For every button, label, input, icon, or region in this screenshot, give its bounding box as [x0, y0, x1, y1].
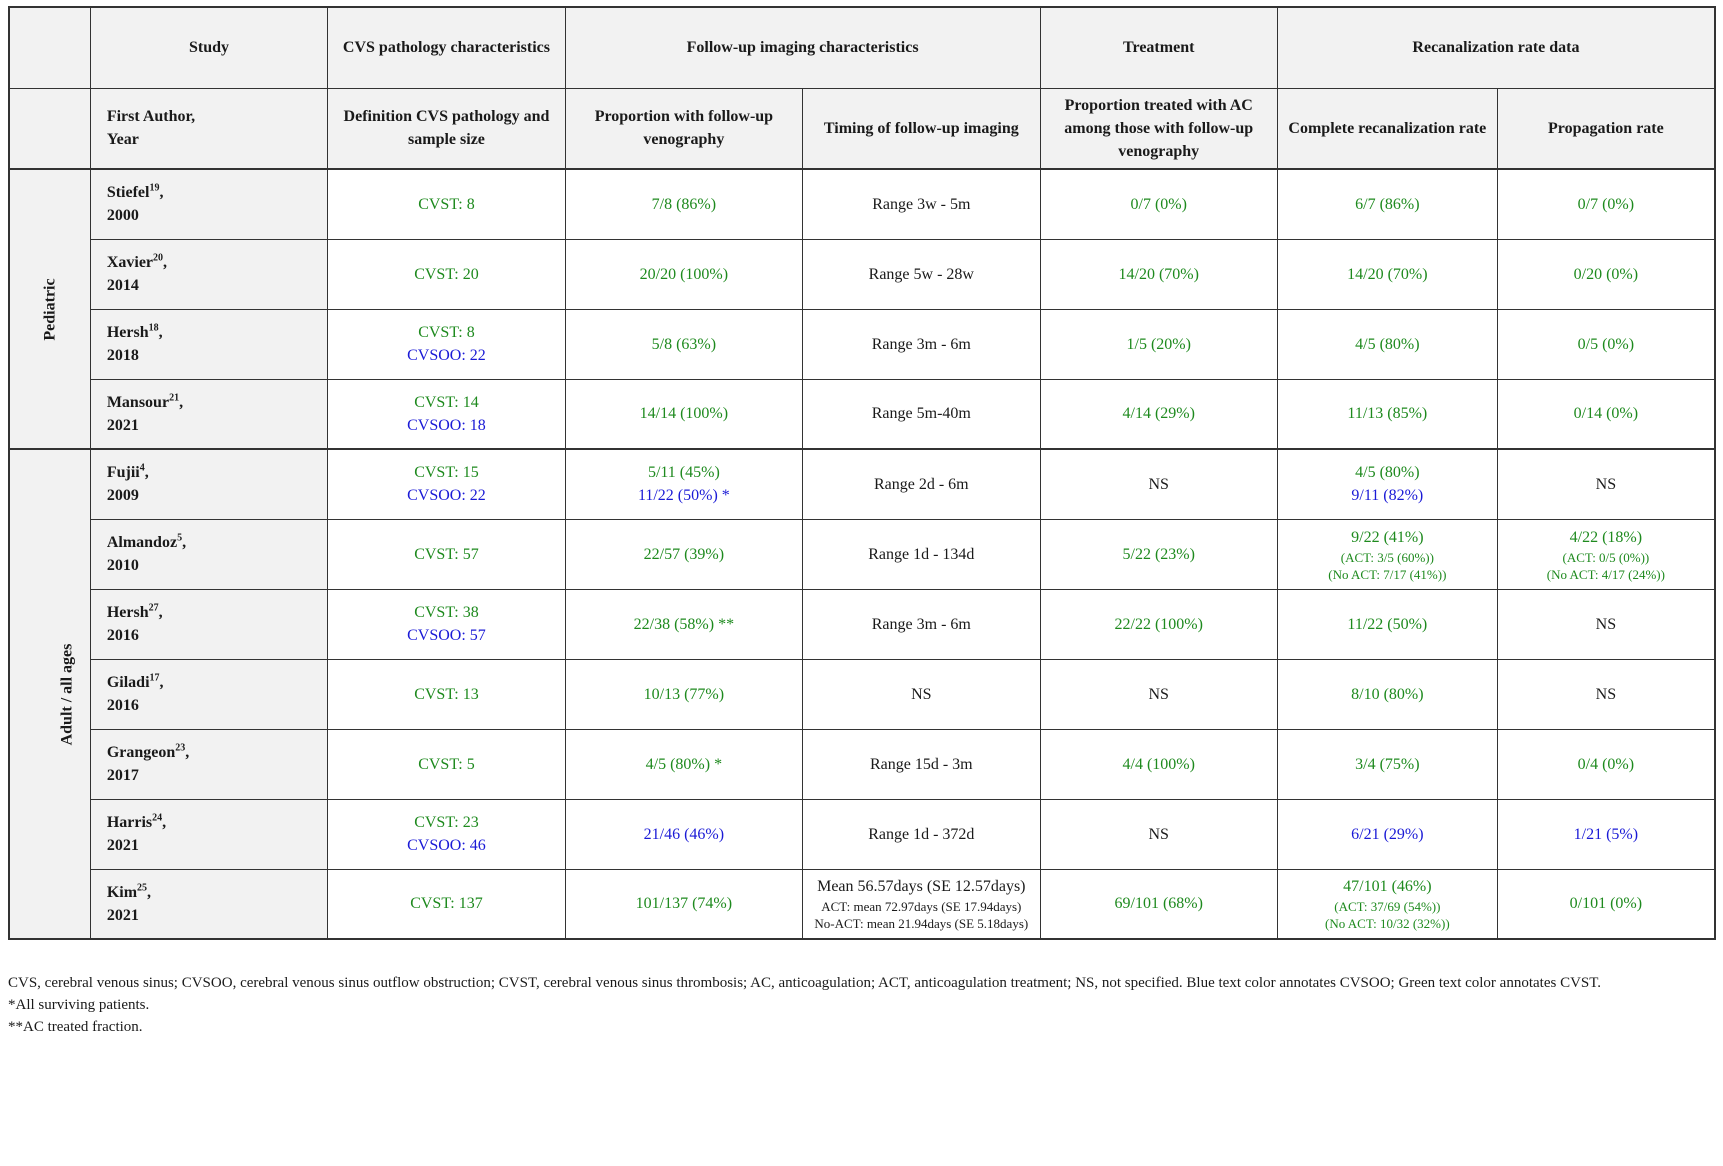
- table-body: [9, 169, 1715, 939]
- cell-timing: [803, 729, 1040, 799]
- table-row: [9, 729, 1715, 799]
- cell-recanalization: [1277, 449, 1497, 519]
- author-name: Kim: [106, 883, 138, 901]
- author-ref: 18: [148, 322, 159, 334]
- author-ref: 21: [169, 392, 180, 404]
- author-ref: 5: [177, 532, 183, 544]
- timing-value: Range 3w - 5m: [872, 195, 971, 213]
- header-complete-recan: Complete recanalization rate: [1277, 88, 1497, 169]
- header-propagation: Propagation rate: [1497, 88, 1715, 169]
- author-name: Giladi: [106, 674, 150, 691]
- cvst-count: CVST: 8: [418, 195, 475, 213]
- table-row: [9, 519, 1715, 589]
- header-proportion-followup: Proportion with follow-up venography: [565, 88, 802, 169]
- cell-followup-proportion: [565, 869, 802, 939]
- recan-value: 11/13 (85%): [1347, 405, 1428, 423]
- cell-author: Giladi$^{17}$, 2016: [90, 659, 327, 729]
- treated-value: 4/14 (29%): [1122, 405, 1195, 423]
- header-definition: Definition CVS pathology and sample size: [328, 88, 565, 169]
- cell-author: Hersh$^{27}$, 2016: [90, 589, 327, 659]
- treated-value: 1/5 (20%): [1126, 335, 1191, 353]
- cell-followup-proportion: [565, 589, 802, 659]
- cell-definition: [328, 239, 565, 309]
- author-year: 2009: [106, 487, 139, 505]
- corner-cell-2: [9, 88, 90, 169]
- propagation-value-3: (No ACT: 4/17 (24%)): [1546, 566, 1665, 582]
- cvsoo-count: CVSOO: 18: [407, 416, 486, 434]
- followup-value: 20/20 (100%): [639, 265, 729, 283]
- propagation-value-2: (ACT: 0/5 (0%)): [1562, 549, 1650, 565]
- treated-value: 5/22 (23%): [1122, 545, 1195, 563]
- author-name: Hersh: [106, 324, 149, 341]
- timing-value: Range 15d - 3m: [869, 755, 973, 773]
- cell-timing: [803, 589, 1040, 659]
- author-ref: 17: [149, 672, 160, 684]
- cvst-count: CVST: 14: [414, 393, 479, 411]
- followup-value: 101/137 (74%): [635, 895, 733, 913]
- cell-treated: [1040, 169, 1277, 239]
- treated-value: 14/20 (70%): [1118, 265, 1199, 283]
- cvst-count: CVST: 23: [414, 814, 479, 831]
- cell-timing: [803, 799, 1040, 869]
- cell-propagation: [1497, 309, 1715, 379]
- cell-treated: [1040, 799, 1277, 869]
- cvst-count: CVST: 137: [410, 895, 483, 913]
- author-ref: 4: [139, 462, 145, 474]
- header-first-author-line1: First Author,: [106, 108, 196, 126]
- cell-definition: [328, 799, 565, 869]
- cell-definition: [328, 729, 565, 799]
- cell-propagation: [1497, 729, 1715, 799]
- author-year: 2021: [106, 416, 139, 434]
- followup-value: 22/57 (39%): [643, 545, 725, 563]
- table-row: [9, 589, 1715, 659]
- header-timing: Timing of follow-up imaging: [803, 88, 1040, 169]
- timing-value: Mean 56.57days (SE 12.57days): [817, 878, 1026, 896]
- recan-value-2: (ACT: 37/69 (54%)): [1334, 899, 1441, 915]
- group-label: Pediatric: [41, 277, 59, 341]
- cell-propagation: [1497, 659, 1715, 729]
- timing-value: Range 1d - 134d: [868, 545, 975, 563]
- study-table: [8, 6, 1716, 940]
- timing-value: Range 5m-40m: [871, 405, 971, 423]
- cvst-count: CVST: 8: [418, 324, 475, 341]
- cell-definition: [328, 519, 565, 589]
- cell-author: Harris$^{24}$, 2021: [90, 799, 327, 869]
- cell-author: Grangeon$^{23}$, 2017: [90, 729, 327, 799]
- table-row: [9, 869, 1715, 939]
- header-proportion-treated: Proportion treated with AC among those with follow-up venography: [1040, 88, 1277, 169]
- cvst-count: CVST: 20: [414, 265, 479, 283]
- recan-value: 9/22 (41%): [1351, 528, 1424, 546]
- cell-propagation: [1497, 589, 1715, 659]
- recan-value-2: (ACT: 3/5 (60%)): [1340, 549, 1434, 565]
- timing-value: Range 3m - 6m: [871, 615, 971, 633]
- cvst-count: CVST: 15: [414, 464, 479, 482]
- cell-treated: [1040, 309, 1277, 379]
- table-row: [9, 239, 1715, 309]
- cell-timing: [803, 659, 1040, 729]
- corner-cell: [9, 7, 90, 88]
- recan-value: 3/4 (75%): [1355, 755, 1420, 773]
- cell-timing: [803, 239, 1040, 309]
- cvst-count: CVST: 38: [414, 604, 479, 621]
- recan-value: 8/10 (80%): [1351, 685, 1424, 703]
- author-year: 2016: [106, 627, 139, 644]
- cell-followup-proportion: [565, 799, 802, 869]
- timing-value-2: ACT: mean 72.97days (SE 17.94days): [821, 899, 1022, 915]
- timing-value: Range 3m - 6m: [871, 335, 971, 353]
- author-ref: 19: [149, 182, 160, 194]
- cvsoo-count: CVSOO: 22: [407, 487, 486, 505]
- followup-value-2: 11/22 (50%) *: [637, 487, 730, 505]
- header-follow-up: Follow-up imaging characteristics: [565, 7, 1040, 88]
- propagation-value: 0/101 (0%): [1569, 895, 1643, 913]
- author-name: Grangeon: [106, 744, 176, 761]
- timing-value: Range 1d - 372d: [868, 825, 975, 843]
- recan-value-2: 9/11 (82%): [1351, 487, 1424, 505]
- table-notes: [8, 972, 1716, 1038]
- propagation-value: 0/7 (0%): [1577, 195, 1635, 213]
- cvst-count: CVST: 13: [414, 685, 479, 703]
- author-name: Stiefel: [106, 184, 150, 202]
- cell-propagation: [1497, 519, 1715, 589]
- group-label: Adult / all ages: [58, 643, 76, 745]
- treated-value: NS: [1148, 825, 1169, 843]
- header-treatment: Treatment: [1040, 7, 1277, 88]
- author-ref: 23: [175, 742, 186, 754]
- cvsoo-count: CVSOO: 46: [407, 837, 486, 854]
- cell-timing: [803, 449, 1040, 519]
- cell-definition: [328, 449, 565, 519]
- cell-author: Fujii$^4$, 2009: [90, 449, 327, 519]
- cell-treated: [1040, 379, 1277, 449]
- cell-timing: [803, 519, 1040, 589]
- cell-definition: [328, 659, 565, 729]
- cell-treated: [1040, 589, 1277, 659]
- cell-definition: [328, 379, 565, 449]
- cell-author: Stiefel$^{19}$, 2000: [90, 169, 327, 239]
- group-pediatric: [9, 169, 90, 449]
- cell-treated: [1040, 729, 1277, 799]
- recan-value: 11/22 (50%): [1347, 615, 1428, 633]
- abbreviation-note: CVS, cerebral venous sinus; CVSOO, cerebral venous sinus outflow obstruction; CVST, cerebral venous sinus thrombosis; AC, anticoagulation; ACT, anticoagulation treatment; NS, not specified. Blue text color annotates CVSOO; Green text color annotates CVST.: [8, 975, 1602, 991]
- author-year: 2017: [106, 767, 139, 784]
- table-row: [9, 659, 1715, 729]
- cvst-count: CVST: 57: [414, 545, 479, 563]
- cell-propagation: [1497, 379, 1715, 449]
- followup-value: 21/46 (46%): [643, 825, 725, 843]
- author-name: Fujii: [106, 464, 140, 482]
- timing-value: Range 5w - 28w: [868, 265, 974, 283]
- author-ref: 24: [152, 812, 163, 824]
- cell-propagation: [1497, 799, 1715, 869]
- header-study: Study: [90, 7, 327, 88]
- author-ref: 25: [137, 882, 148, 894]
- treated-value: 0/7 (0%): [1130, 195, 1187, 213]
- cell-author: Xavier$^{20}$, 2014: [90, 239, 327, 309]
- cell-recanalization: [1277, 309, 1497, 379]
- cell-propagation: [1497, 449, 1715, 519]
- propagation-value: 0/20 (0%): [1573, 265, 1639, 283]
- footnote-star2: **AC treated fraction.: [8, 1019, 143, 1035]
- cell-followup-proportion: [565, 379, 802, 449]
- cvsoo-count: CVSOO: 22: [407, 347, 486, 364]
- author-name: Almandoz: [106, 534, 178, 551]
- cell-author: Mansour$^{21}$, 2021: [90, 379, 327, 449]
- treated-value: NS: [1148, 685, 1169, 703]
- cell-followup-proportion: [565, 449, 802, 519]
- cell-definition: [328, 309, 565, 379]
- author-name: Hersh: [106, 604, 149, 621]
- followup-value: 14/14 (100%): [639, 405, 729, 423]
- author-year: 2021: [106, 837, 139, 854]
- cell-treated: [1040, 519, 1277, 589]
- timing-value: NS: [911, 685, 932, 703]
- recan-value: 6/21 (29%): [1351, 825, 1424, 843]
- treated-value: NS: [1148, 475, 1169, 493]
- footnote-star1: *All surviving patients.: [8, 997, 150, 1013]
- group-adult: [9, 449, 90, 939]
- recan-value: 4/5 (80%): [1355, 335, 1420, 353]
- cell-recanalization: [1277, 519, 1497, 589]
- recan-value: 6/7 (86%): [1355, 195, 1420, 213]
- cell-followup-proportion: [565, 519, 802, 589]
- cell-timing: [803, 169, 1040, 239]
- cell-followup-proportion: [565, 729, 802, 799]
- author-year: 2018: [106, 347, 139, 364]
- cell-followup-proportion: [565, 239, 802, 309]
- table-row: [9, 449, 1715, 519]
- cell-author: Almandoz$^5$, 2010: [90, 519, 327, 589]
- cell-treated: [1040, 449, 1277, 519]
- author-ref: 20: [153, 252, 164, 264]
- cell-treated: [1040, 659, 1277, 729]
- recan-value-3: (No ACT: 7/17 (41%)): [1328, 566, 1447, 582]
- author-year: 2010: [106, 557, 139, 574]
- cell-definition: [328, 869, 565, 939]
- cell-author: Hersh$^{18}$, 2018: [90, 309, 327, 379]
- author-year: 2014: [106, 277, 139, 294]
- table-row: [9, 799, 1715, 869]
- cell-timing: [803, 309, 1040, 379]
- cell-treated: [1040, 869, 1277, 939]
- cell-followup-proportion: [565, 169, 802, 239]
- cell-propagation: [1497, 169, 1715, 239]
- propagation-value: 0/14 (0%): [1573, 405, 1639, 423]
- recan-value-3: (No ACT: 10/32 (32%)): [1325, 916, 1450, 932]
- cell-propagation: [1497, 869, 1715, 939]
- cvst-count: CVST: 5: [418, 755, 475, 773]
- propagation-value: 4/22 (18%): [1569, 528, 1643, 546]
- cvsoo-count: CVSOO: 57: [407, 627, 486, 644]
- cell-recanalization: [1277, 729, 1497, 799]
- propagation-value: NS: [1595, 685, 1617, 703]
- table-row: [9, 169, 1715, 239]
- recan-value: 4/5 (80%): [1355, 464, 1420, 482]
- cell-propagation: [1497, 239, 1715, 309]
- followup-value: 5/11 (45%): [647, 464, 720, 482]
- cell-recanalization: [1277, 869, 1497, 939]
- author-name: Xavier: [106, 254, 154, 271]
- author-year: 2016: [106, 697, 139, 714]
- cell-definition: [328, 589, 565, 659]
- cell-recanalization: [1277, 379, 1497, 449]
- header-first-author-line2: Year: [106, 131, 139, 149]
- cell-definition: [328, 169, 565, 239]
- cell-recanalization: [1277, 799, 1497, 869]
- header-row-1: [9, 7, 1715, 88]
- header-first-author: [90, 88, 327, 169]
- author-name: Mansour: [106, 393, 170, 411]
- propagation-value: 0/4 (0%): [1577, 755, 1635, 773]
- cell-treated: [1040, 239, 1277, 309]
- followup-value: 22/38 (58%) **: [633, 615, 735, 633]
- followup-value: 4/5 (80%) *: [645, 755, 723, 773]
- author-ref: 27: [148, 602, 159, 614]
- treated-value: 69/101 (68%): [1114, 895, 1203, 913]
- timing-value: Range 2d - 6m: [873, 475, 969, 493]
- cell-timing: [803, 379, 1040, 449]
- author-name: Harris: [106, 814, 153, 831]
- cell-recanalization: [1277, 239, 1497, 309]
- cell-followup-proportion: [565, 659, 802, 729]
- header-recanalization: Recanalization rate data: [1277, 7, 1715, 88]
- header-row-2: [9, 88, 1715, 169]
- propagation-value: NS: [1595, 615, 1617, 633]
- cell-recanalization: [1277, 659, 1497, 729]
- recan-value: 14/20 (70%): [1347, 265, 1428, 283]
- treated-value: 4/4 (100%): [1122, 755, 1195, 773]
- propagation-value: 1/21 (5%): [1573, 825, 1639, 843]
- table-row: [9, 309, 1715, 379]
- propagation-value: 0/5 (0%): [1577, 335, 1635, 353]
- followup-value: 5/8 (63%): [651, 335, 717, 353]
- recan-value: 47/101 (46%): [1343, 878, 1432, 896]
- cell-followup-proportion: [565, 309, 802, 379]
- author-year: 2021: [106, 906, 139, 924]
- header-cvs-pathology: CVS pathology characteristics: [328, 7, 565, 88]
- cell-recanalization: [1277, 589, 1497, 659]
- followup-value: 7/8 (86%): [651, 195, 717, 213]
- treated-value: 22/22 (100%): [1114, 615, 1203, 633]
- cell-timing: [803, 869, 1040, 939]
- propagation-value: NS: [1595, 475, 1617, 493]
- cell-recanalization: [1277, 169, 1497, 239]
- timing-value-3: No-ACT: mean 21.94days (SE 5.18days): [814, 916, 1029, 932]
- table-row: [9, 379, 1715, 449]
- author-year: 2000: [106, 207, 139, 225]
- cell-author: Kim$^{25}$, 2021: [90, 869, 327, 939]
- followup-value: 10/13 (77%): [643, 685, 725, 703]
